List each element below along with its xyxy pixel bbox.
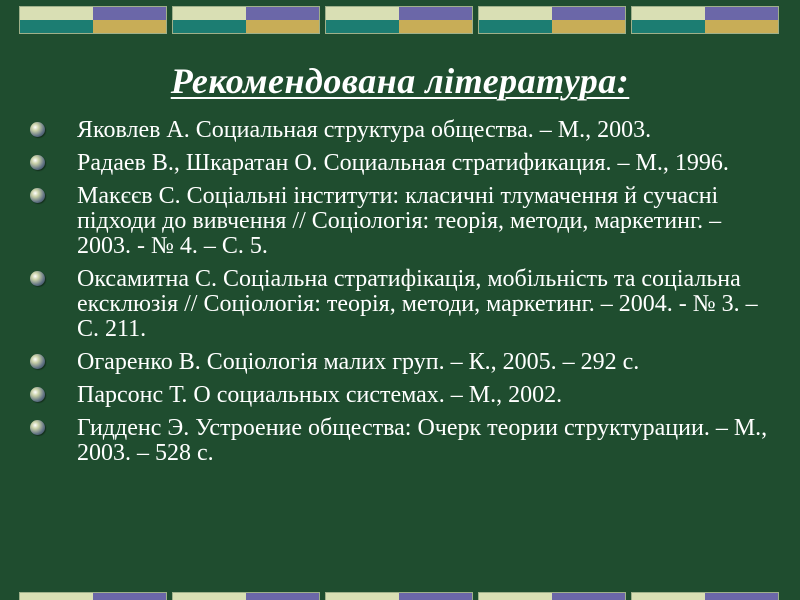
list-item xyxy=(30,350,780,375)
sphere-bullet-icon xyxy=(30,354,45,369)
sphere-bullet-icon xyxy=(30,420,45,435)
sphere-bullet-icon xyxy=(30,387,45,402)
decoration-block xyxy=(631,6,779,34)
decoration-block xyxy=(19,592,167,600)
reference-text: Оксамитна С. Соціальна стратифікація, мобільність та соціальна ексклюзія // Соціологія: теорія, методи, маркетинг. – 2004. - № 3. – С. 211. xyxy=(77,266,758,342)
reference-text: Гидденс Э. Устроение общества: Очерк теории структурации. – М., 2003. – 528 с. xyxy=(77,415,768,466)
decoration-block xyxy=(19,6,167,34)
reference-text: Огаренко В. Соціологія малих груп. – К., 2005. – 292 с. xyxy=(77,349,640,375)
reference-text: Макєєв С. Соціальні інститути: класичні тлумачення й сучасні підходи до вивчення // Соціологія: теорія, методи, маркетинг. – 2003. - № 4. – С. 5. xyxy=(77,183,722,259)
list-item xyxy=(30,416,780,466)
sphere-bullet-icon xyxy=(30,122,45,137)
decoration-block xyxy=(172,6,320,34)
bottom-decoration-bar xyxy=(0,592,800,600)
sphere-bullet-icon xyxy=(30,271,45,286)
top-decoration-bar xyxy=(0,6,800,36)
decoration-block xyxy=(325,592,473,600)
sphere-bullet-icon xyxy=(30,188,45,203)
reference-text: Радаев В., Шкаратан О. Социальная стратификация. – М., 1996. xyxy=(77,150,729,176)
decoration-block xyxy=(631,592,779,600)
slide-title: Рекомендована література: xyxy=(170,61,630,101)
list-item xyxy=(30,383,780,408)
decoration-block xyxy=(478,6,626,34)
decoration-block xyxy=(478,592,626,600)
list-item xyxy=(30,184,780,259)
decoration-block xyxy=(325,6,473,34)
reference-text: Яковлев А. Социальная структура общества. – М., 2003. xyxy=(77,117,652,143)
list-item xyxy=(30,151,780,176)
reference-list xyxy=(30,118,780,474)
list-item xyxy=(30,118,780,143)
decoration-block xyxy=(172,592,320,600)
sphere-bullet-icon xyxy=(30,155,45,170)
list-item xyxy=(30,267,780,342)
reference-text: Парсонс Т. О социальных системах. – М., 2002. xyxy=(77,382,563,408)
